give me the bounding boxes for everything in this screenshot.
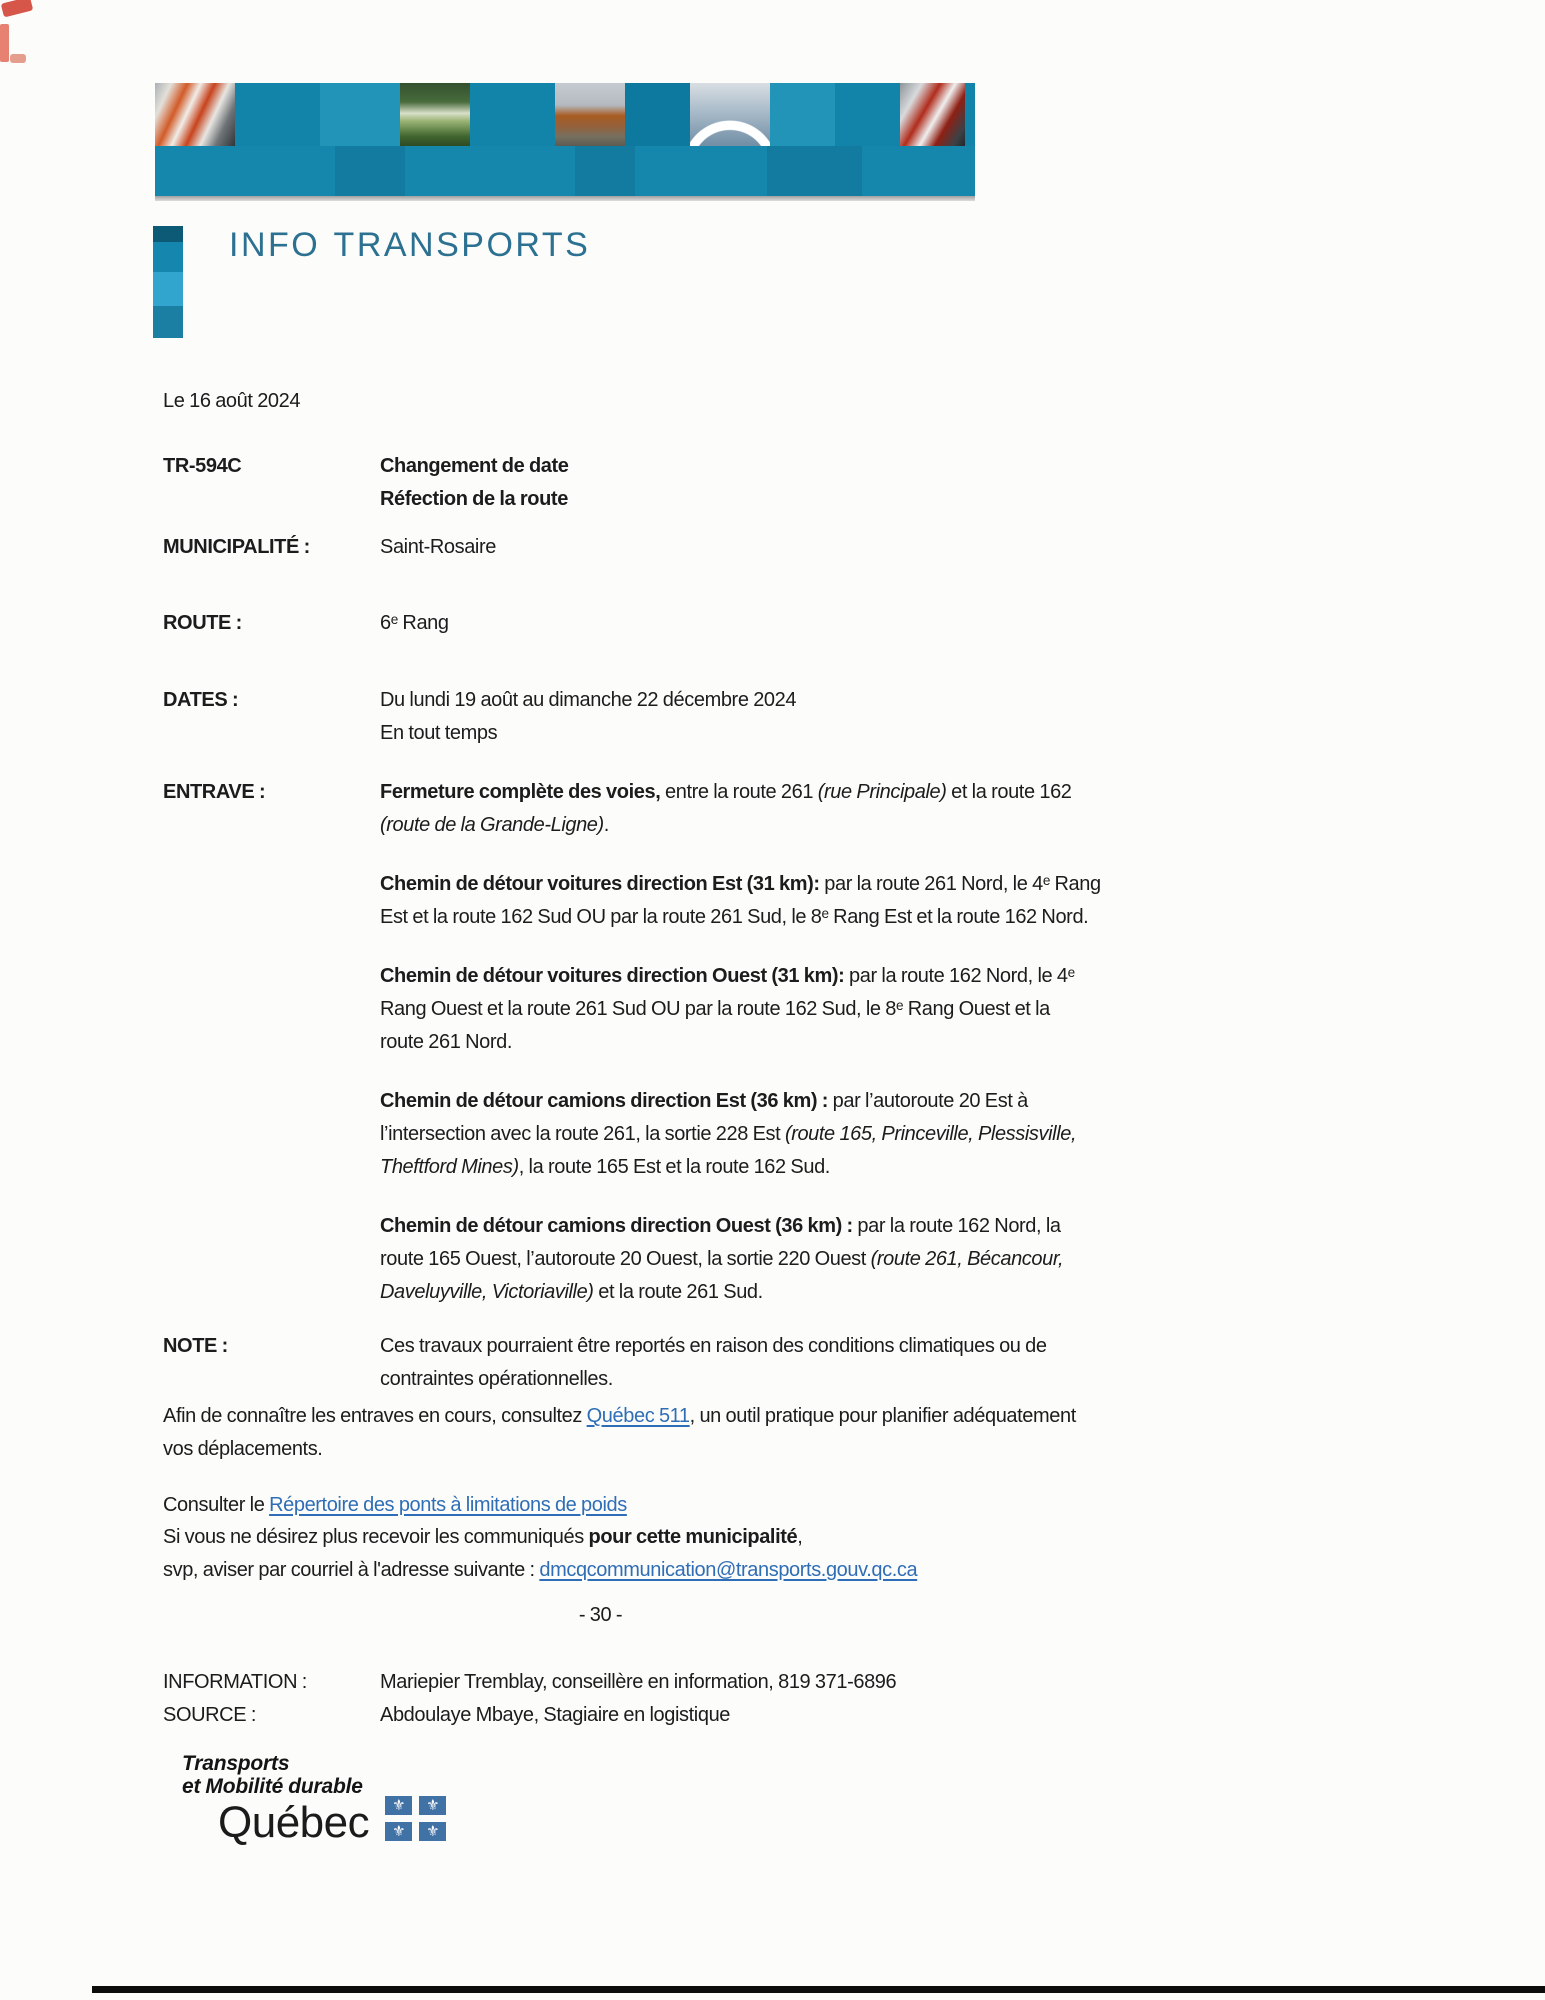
text-line (380, 1276, 1101, 1309)
information-row (163, 1666, 896, 1699)
email-link[interactable]: dmcqcommunication@transports.gouv.qc.ca (539, 1559, 918, 1581)
text-line (380, 868, 1101, 901)
photo-arch-tile (690, 83, 770, 146)
route-value: 6ᵉ Rang (380, 612, 449, 634)
information-value: Mariepier Tremblay, conseillère en information, 819 371-6896 (380, 1671, 897, 1693)
text-run: , un outil pratique pour planifier adéquatement (689, 1405, 1076, 1427)
note-row (163, 1330, 1047, 1396)
text-run: par la route 261 Nord, le 4ᵉ Rang (819, 873, 1101, 895)
text-run: entre la route 261 (660, 781, 818, 803)
teal-a-tile (965, 83, 975, 146)
route-label: ROUTE : (163, 612, 242, 634)
text-run: par la route 162 Nord, le 4ᵉ (844, 965, 1075, 987)
text-run: pour cette municipalité (588, 1526, 798, 1548)
text-run: Ces travaux pourraient être reportés en raison des conditions climatiques ou de (380, 1335, 1047, 1357)
email-paragraph (163, 1554, 917, 1587)
ministry-name-line-2: et Mobilité durable (182, 1775, 363, 1798)
text-run: par l’autoroute 20 Est à (828, 1090, 1028, 1112)
text-run: (route 261, Bécancour, (870, 1248, 1064, 1270)
fleur-de-lis-icon: ⚜ (392, 1797, 406, 1814)
text-run: Theftford Mines) (380, 1156, 519, 1178)
banner-shadow (155, 196, 975, 201)
source-value: Abdoulaye Mbaye, Stagiaire en logistique (380, 1704, 731, 1726)
entrave-paragraph-detour-trucks-west (380, 1210, 1101, 1309)
teal-c-tile (625, 83, 690, 146)
text-run: route 165 Ouest, l’autoroute 20 Ouest, la sortie 220 Ouest (380, 1248, 871, 1270)
text-run: vos déplacements. (163, 1438, 323, 1460)
brand-bars-icon (153, 226, 183, 338)
text-line (380, 1085, 1101, 1118)
banner-band-patch (575, 146, 635, 196)
entrave-paragraph-detour-trucks-east (380, 1085, 1101, 1184)
scan-artifact (1, 0, 33, 17)
text-run: Chemin de détour voitures direction Ouest (31 km): (380, 965, 845, 987)
route-row (163, 607, 449, 640)
text-run: Si vous ne désirez plus recevoir les communiqués (163, 1526, 589, 1548)
text-line (380, 960, 1101, 993)
text-line (380, 901, 1101, 934)
text-run: (route 165, Princeville, Plessisville, (784, 1123, 1077, 1145)
text-run: Rang Ouest et la route 261 Sud OU par la route 162 Sud, le 8ᵉ Rang Ouest et la (380, 998, 1050, 1020)
photo-trees-tile (400, 83, 470, 146)
text-line (380, 1151, 1101, 1184)
teal-a-tile (235, 83, 320, 146)
text-run: Afin de connaître les entraves en cours, consultez (163, 1405, 587, 1427)
text-line (380, 993, 1101, 1026)
text-run: l’intersection avec la route 261, la sortie 228 Est (380, 1123, 785, 1145)
repertoire-ponts-link[interactable]: Répertoire des ponts à limitations de poids (269, 1494, 627, 1516)
quebec-wordmark: Québec (218, 1798, 370, 1847)
text-run: Chemin de détour camions direction Est (36 km) : (380, 1090, 829, 1112)
text-run: (route de la Grande-Ligne) (380, 814, 604, 836)
photo-vehicles-tile (900, 83, 965, 146)
teal-b-tile (320, 83, 400, 146)
text-run: et la route 261 Sud. (593, 1281, 763, 1303)
entrave-row (163, 776, 1101, 1309)
text-run: par la route 162 Nord, la (852, 1215, 1061, 1237)
photo-city-tile (555, 83, 625, 146)
dates-line-1: Du lundi 19 août au dimanche 22 décembre 2024 (380, 689, 797, 711)
entrave-paragraph-detour-cars-east (380, 868, 1101, 934)
banner-band-patch (335, 146, 405, 196)
scan-artifact (0, 24, 9, 62)
page-bottom-scan-line (92, 1986, 1545, 1993)
text-run: Daveluyville, Victoriaville) (380, 1281, 594, 1303)
text-line (380, 776, 1101, 809)
text-line (380, 1330, 1047, 1363)
ref-subject-line-1: Changement de date (380, 455, 569, 477)
text-run: Chemin de détour camions direction Ouest (36 km) : (380, 1215, 853, 1237)
text-line (380, 1243, 1101, 1276)
quebec-511-paragraph (163, 1400, 1076, 1466)
brand-title: INFO TRANSPORTS (229, 226, 591, 264)
text-run: , la route 165 Est et la route 162 Sud. (518, 1156, 830, 1178)
unsubscribe-paragraph (163, 1521, 802, 1554)
text-line (163, 1433, 1076, 1466)
fleur-de-lis-icon: ⚜ (426, 1823, 440, 1840)
reference-row (163, 450, 569, 516)
text-run: et la route 162 (946, 781, 1072, 803)
text-run: Consulter le (163, 1494, 270, 1516)
text-line (380, 809, 1101, 842)
header-banner (155, 83, 975, 201)
entrave-label: ENTRAVE : (163, 781, 266, 803)
ref-subject-line-2: Réfection de la route (380, 488, 568, 510)
teal-a-tile (470, 83, 555, 146)
banner-photo-strip (155, 83, 975, 146)
teal-a-tile (835, 83, 900, 146)
text-run: svp, aviser par courriel à l'adresse suivante : (163, 1559, 540, 1581)
municipality-label: MUNICIPALITÉ : (163, 536, 310, 558)
document-date: Le 16 août 2024 (163, 390, 301, 412)
teal-b-tile (770, 83, 835, 146)
closing-mark: - 30 - (578, 1604, 623, 1626)
entrave-paragraph-closure (380, 776, 1101, 842)
text-run: Chemin de détour voitures direction Est (31 km): (380, 873, 820, 895)
text-line (380, 1118, 1101, 1151)
text-run: contraintes opérationnelles. (380, 1368, 613, 1390)
information-label: INFORMATION : (163, 1671, 307, 1693)
text-line (163, 1521, 802, 1554)
text-line (380, 1026, 1101, 1059)
fleur-de-lis-icon: ⚜ (426, 1797, 440, 1814)
repertoire-paragraph (163, 1489, 627, 1522)
municipality-value: Saint-Rosaire (380, 536, 496, 558)
dates-line-2: En tout temps (380, 722, 498, 744)
text-line (380, 1363, 1047, 1396)
ref-code: TR-594C (163, 455, 242, 477)
entrave-paragraph-detour-cars-west (380, 960, 1101, 1059)
ministry-name-line-1: Transports (182, 1752, 290, 1775)
source-label: SOURCE : (163, 1704, 256, 1726)
municipality-row (163, 531, 496, 564)
text-line (163, 1400, 1076, 1433)
text-line (163, 1489, 627, 1522)
text-run: , (797, 1526, 803, 1548)
banner-teal-band (155, 146, 975, 196)
quebec-511-link[interactable]: Québec 511 (586, 1405, 690, 1427)
text-run: . (603, 814, 609, 836)
text-run: Est et la route 162 Sud OU par la route 261 Sud, le 8ᵉ Rang Est et la route 162 Nord. (380, 906, 1089, 928)
photo-workers-tile (155, 83, 235, 146)
note-label: NOTE : (163, 1335, 228, 1357)
text-run: Fermeture complète des voies, (380, 781, 661, 803)
text-run: (rue Principale) (817, 781, 947, 803)
text-line (163, 1554, 917, 1587)
note-text (380, 1330, 1047, 1396)
scan-artifact (10, 54, 26, 63)
dates-label: DATES : (163, 689, 239, 711)
text-run: route 261 Nord. (380, 1031, 512, 1053)
banner-band-patch (767, 146, 862, 196)
dates-row (163, 684, 796, 750)
text-line (380, 1210, 1101, 1243)
source-row (163, 1699, 730, 1732)
fleur-de-lis-icon: ⚜ (392, 1823, 406, 1840)
ministry-logo (182, 1752, 446, 1847)
quebec-flag-logo (385, 1796, 446, 1841)
